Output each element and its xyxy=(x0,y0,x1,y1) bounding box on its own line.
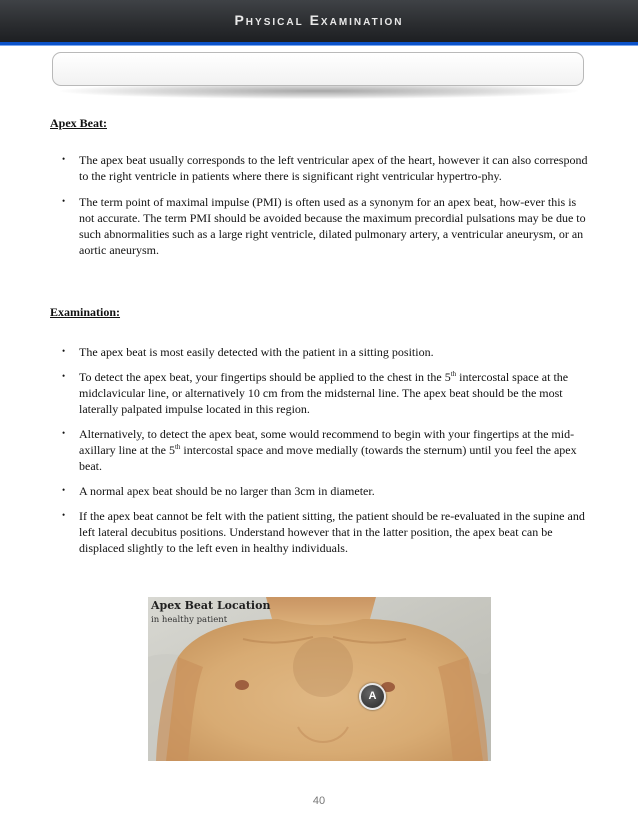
figure-subtitle: in healthy patient xyxy=(151,615,228,625)
apex-location-marker: A xyxy=(359,683,386,710)
bullet-marker: • xyxy=(62,154,66,164)
bullet-text: The term point of maximal impulse (PMI) is often used as a synonym for an apex beat, how-ever this is not accurate. The term PMI should be avoided because the maximum precordial pulsations may be due to such abnormalities such as a large right ventricle, dilated pulmonary artery, a ventricular aneurysm, or an aortic aneurysm. xyxy=(79,195,586,257)
figure-title: Apex Beat Location xyxy=(151,599,271,612)
bullet-marker: • xyxy=(62,371,66,381)
ordinal-suffix: th xyxy=(450,370,457,378)
bullet-text: If the apex beat cannot be felt with the patient sitting, the patient should be re-evaluated in the supine and left lateral decubitus positions. Understand however that in the latter position, the apex beat can be displaced slightly to the left even in healthy individuals. xyxy=(79,509,585,555)
section-heading-apex-beat: Apex Beat: xyxy=(50,116,107,130)
apex-beat-location-figure xyxy=(148,597,491,761)
bullet-item xyxy=(62,508,592,556)
header-title: Physical Examination xyxy=(234,12,404,28)
bullet-text: A normal apex beat should be no larger than 3cm in diameter. xyxy=(79,484,375,498)
bullet-item xyxy=(62,369,592,417)
page-number: 40 xyxy=(312,795,326,807)
bullet-item xyxy=(62,152,592,184)
callout-box xyxy=(52,52,584,86)
bullet-marker: • xyxy=(62,510,66,520)
bullet-text-part: Alternatively, to detect the apex beat, some would recommend to begin with your fingertips at the mid-axillary line at the 5 xyxy=(79,427,575,457)
bullet-text-part: To detect the apex beat, your fingertips should be applied to the chest in the 5 xyxy=(79,370,451,384)
bullet-marker: • xyxy=(62,346,66,356)
section-heading-examination: Examination: xyxy=(50,305,121,319)
bullet-item xyxy=(62,426,592,474)
bullet-marker: • xyxy=(62,196,66,206)
page-header xyxy=(0,0,638,45)
bullet-text: The apex beat usually corresponds to the left ventricular apex of the heart, however it can also correspond to the right ventricle in patients where there is significant right ventricular hypertro-phy. xyxy=(79,153,588,183)
bullet-item xyxy=(62,483,592,499)
bullet-marker: • xyxy=(62,428,66,438)
bullet-marker: • xyxy=(62,485,66,495)
bullet-text: The apex beat is most easily detected with the patient in a sitting position. xyxy=(79,345,434,359)
bullet-text-part: intercostal space at the midclavicular line, or alternatively 10 cm from the midsternal line. The apex beat should be the most laterally palpated impulse located in this region. xyxy=(79,370,569,416)
bullet-item xyxy=(62,194,592,258)
apex-beat-bullet-list xyxy=(62,152,592,268)
ordinal-suffix: th xyxy=(174,443,181,451)
bullet-item xyxy=(62,344,592,360)
examination-bullet-list xyxy=(62,344,592,565)
bullet-text-part: intercostal space and move medially (towards the sternum) until you feel the apex beat. xyxy=(79,443,577,473)
